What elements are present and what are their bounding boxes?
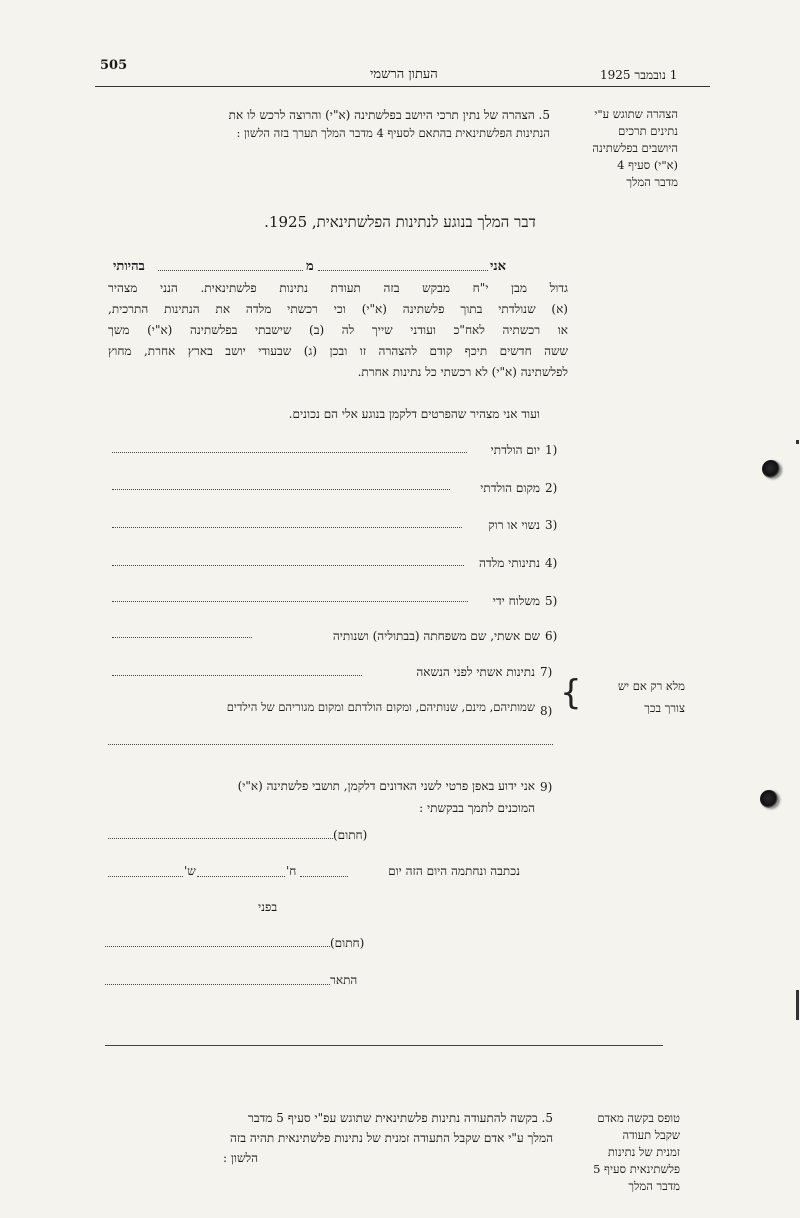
item-number: 6)	[545, 629, 558, 643]
intro-line: או רכשתיה לאח"כ ועודני שייך לה (ב) שישבתי בפלשתינה (א"י) משך	[108, 323, 568, 337]
birthdate-field[interactable]	[112, 452, 467, 453]
section5-line: 5. הצהרה של נתין תרכי היושב בפלשתינה (א"י) והרוצה לרכש לו את	[228, 108, 550, 122]
name-blank[interactable]	[318, 270, 488, 271]
year-label: ש'	[184, 864, 196, 878]
edge-mark	[796, 990, 799, 1020]
item-label-children: שמותיהם, מינם, שנותיהם, ומקום הולדתם ומקום מגוריהם של הילדים	[226, 700, 535, 714]
margin-note-line: (א"י) סעיף 4	[617, 158, 678, 172]
intro-mi: מ	[306, 259, 314, 274]
origin-blank[interactable]	[158, 270, 303, 271]
wife-nationality-field[interactable]	[112, 675, 362, 676]
intro-line: לפלשתינה (א"י) לא רכשתי כל נתינות אחרת.	[357, 365, 568, 379]
optional-note	[585, 678, 685, 717]
details-intro: ועוד אני מצהיר שהפרטים דלקמן בנוגע אלי הם נכונים.	[288, 407, 540, 421]
item-label-wife-nationality: נתינות אשתי לפני הנשאה	[416, 665, 535, 679]
optional-note-line: מלא רק אם יש	[617, 679, 685, 693]
gazette-title: העתון הרשמי	[370, 67, 438, 82]
wife-field[interactable]	[112, 637, 252, 638]
item-number: 7)	[540, 665, 553, 679]
section5-bottom-line: הלשון :	[223, 1151, 258, 1165]
item-number: 1)	[545, 443, 558, 457]
signature-label-2: (חתום)	[330, 936, 365, 950]
margin-note-line: שקבל תעודה	[622, 1128, 680, 1142]
year-field[interactable]	[108, 876, 183, 877]
margin-note-line: פלשתינאית סעיף 5	[593, 1162, 680, 1176]
item9-line: אני ידוע באפן פרטי לשני האדונים דלקמן, תושבי פלשתינה (א"י)	[237, 779, 535, 793]
occupation-field[interactable]	[112, 601, 468, 602]
section5-bottom-text	[108, 1108, 553, 1168]
section5-line: הנתינות הפלשתינאית בהתאם לסעיף 4 מדבר המלך תערך בזה הלשון :	[236, 126, 550, 140]
margin-note-section5-bottom	[565, 1110, 680, 1195]
title-label: התאר	[330, 973, 358, 987]
month-field[interactable]	[197, 876, 285, 877]
item-label-nationality: נתינותי מלדה	[478, 556, 540, 570]
item-number: 5)	[545, 594, 558, 608]
item-number: 2)	[545, 481, 558, 495]
intro-line: (א) שנולדתי בתוך פלשתינה (א"י) וכי רכשתי מלדה את הנתינות התרכית,	[108, 302, 568, 316]
section-separator	[105, 1045, 663, 1046]
margin-note-line: טופס בקשה מאדם	[597, 1111, 680, 1125]
intro-line: גדול מבן י"ח מבקש בזה תעודת נתינות פלשתינאית. הנני מצהיר	[108, 281, 568, 295]
item9-line: המוכנים לתמך בבקשתי :	[419, 801, 535, 815]
intro-ani: אני	[490, 259, 506, 274]
header-date: 1 נובמבר 1925	[600, 68, 678, 82]
title-field[interactable]	[105, 984, 330, 985]
before-me-label: בפני	[258, 900, 278, 914]
item-number: 9)	[540, 780, 553, 794]
header-rule	[95, 86, 710, 87]
item-label-marital: נשוי או רוק	[488, 518, 540, 532]
intro-paragraph	[108, 278, 568, 383]
written-signed-text: נכתבה ונחתמה היום הזה יום	[388, 864, 520, 878]
margin-note-line: הצהרה שתוגש ע"י	[594, 107, 678, 121]
intro-line: ששה חדשים תיכף קודם להצהרה זו ובכן (ג) שבעודי יושב בארץ אחרת, מחוץ	[108, 344, 568, 358]
month-label: ח'	[286, 864, 297, 878]
signature-field-1[interactable]	[108, 838, 333, 839]
page-number: 505	[100, 58, 128, 73]
item-number: 3)	[545, 518, 558, 532]
item9-text	[130, 775, 535, 819]
day-field[interactable]	[300, 876, 348, 877]
brace-mark: {	[560, 673, 582, 713]
item-label-occupation: משלוח ידי	[492, 594, 540, 608]
punch-hole-icon	[762, 460, 780, 478]
signature-label-1: (חתום)	[333, 828, 368, 842]
decree-title: דבר המלך בנוגע לנתינות הפלשתינאית, 1925.	[264, 213, 536, 231]
item-number: 8)	[540, 704, 553, 718]
margin-note-line: מדבר המלך	[628, 1179, 680, 1193]
birthplace-field[interactable]	[112, 489, 450, 490]
section5-text	[110, 106, 550, 142]
punch-hole-icon	[760, 790, 778, 808]
margin-note-line: נתינים תרכים	[618, 124, 678, 138]
section5-bottom-line: המלך ע"י אדם שקבל התעודה זמנית של נתינות פלשתינאית תהיה בזה	[230, 1131, 553, 1145]
item-label-wife: שם אשתי, שם משפחתה (בבתוליה) ושנותיה	[332, 629, 540, 643]
item-label-birthdate: יום הולדתי	[490, 443, 540, 457]
signature-field-2[interactable]	[105, 946, 330, 947]
margin-note-line: מדבר המלך	[626, 175, 678, 189]
item-label-birthplace: מקום הולדתי	[480, 481, 540, 495]
intro-behyoti: בהיותי	[113, 259, 145, 274]
children-field[interactable]	[108, 744, 553, 745]
margin-note-line: זמנית של נתינות	[607, 1145, 680, 1159]
margin-note-line: היושבים בפלשתינה	[592, 141, 678, 155]
optional-note-line: צורך בכך	[644, 701, 685, 715]
margin-note-section5	[560, 106, 678, 191]
item-number: 4)	[545, 556, 558, 570]
nationality-field[interactable]	[112, 565, 464, 566]
section5-bottom-line: 5. בקשה להתעודה נתינות פלשתינאית שתוגש עפ"י סעיף 5 מדבר	[247, 1111, 553, 1125]
edge-mark	[796, 440, 799, 444]
marital-status-field[interactable]	[112, 527, 462, 528]
